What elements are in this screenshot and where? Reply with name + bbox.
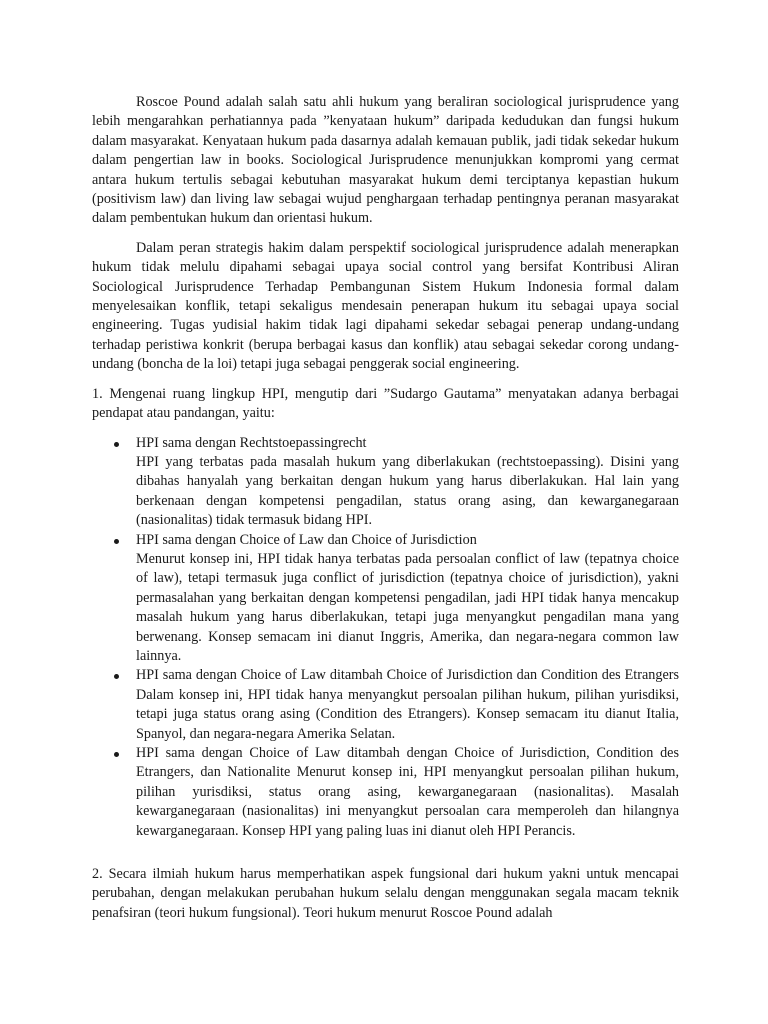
bullet-dot-icon [114,539,119,544]
list-item [92,434,679,531]
paragraph-roscoe-pound: Roscoe Pound adalah salah satu ahli hukum yang beraliran sociological jurisprudence yang lebih mengarahkan perhatiannya pada ”kenyataan hukum” daripada kedudukan dan fungsi hukum dalam masyarakat. Kenyataan hukum pada dasarnya adalah kemauan publik, jadi tidak sekedar hukum dalam pengertian law in books. Sociological Jurisprudence menunjukkan kompromi yang cermat antara hukum tertulis sebagai kebutuhan masyarakat hukum demi terciptanya kepastian hukum (positivism law) dan living law sebagai wujud penghargaan terhadap pentingnya peranan masyarakat dalam pembentukan hukum dan orientasi hukum. [92,94,679,227]
bullet-body: HPI sama dengan Choice of Law ditambah dengan Choice of Jurisdiction, Condition des Etrangers, dan Nationalite Menurut konsep ini, HPI menyangkut persoalan pilihan hukum, pilihan yurisdiksi, status orang asing, kewarganegaraan (nasionalitas). Masalah kewarganegaraan (nasionalitas) ini menyangkut persoalan cara memperoleh dan hilangnya kewarganegaraan. Konsep HPI yang paling luas ini dianut oleh HPI Perancis. [136,745,679,839]
point-1-ruang-lingkup-hpi: 1. Mengenai ruang lingkup HPI, mengutip dari ”Sudargo Gautama” menyatakan adanya berbagai pendapat atau pandangan, yaitu: [92,385,679,422]
point-2-aspek-fungsional: 2. Secara ilmiah hukum harus memperhatikan aspek fungsional dari hukum yakni untuk mencapai perubahan, dengan melakukan perubahan hukum selalu dengan menggunakan segala macam teknik penafsiran (teori hukum fungsional). Teori hukum menurut Roscoe Pound adalah [92,866,679,921]
bullet-body: HPI sama dengan Choice of Law ditambah Choice of Jurisdiction dan Condition des Etrangers Dalam konsep ini, HPI tidak hanya menyangkut persoalan pilihan hukum, pilihan yurisdiksi, tetapi juga status orang asing (Condition des Etrangers). Konsep semacam itu dianut Italia, Spanyol, dan negara-negara Amerika Selatan. [136,667,679,742]
paragraph-peran-hakim: Dalam peran strategis hakim dalam perspektif sociological jurisprudence adalah menerapkan hukum tidak melulu dipahami sebagai upaya social control yang bersifat Kontribusi Aliran Sociological Jurisprudence Terhadap Pembangunan Sistem Hukum Indonesia formal dalam menyelesaikan konflik, tetapi sekaligus mendesain penerapan hukum itu sebagai upaya social engineering. Tugas yudisial hakim tidak lagi dipahami sekedar sebagai penerap undang-undang terhadap peristiwa konkrit (berupa berbagai kasus dan konflik) atau sebagai sekedar corong undang-undang (boncha de la loi) tetapi juga sebagai penggerak social engineering. [92,239,679,373]
document-page [92,93,679,923]
list-item [92,744,679,841]
bullet-body: HPI yang terbatas pada masalah hukum yang diberlakukan (rechtstoepassing). Disini yang dibahas hanyalah yang berkaitan dengan hukum yang harus diberlakukan. Hal lain yang berkenaan dengan kompetensi pengadilan, status orang asing, dan kewarganegaraan (nasionalitas) tidak termasuk bidang HPI. [136,453,679,529]
list-item [92,531,679,667]
bullet-body: Menurut konsep ini, HPI tidak hanya terbatas pada persoalan conflict of law (tepatnya choice of law), tetapi termasuk juga conflict of jurisdiction (tepatnya choice of jurisdiction), yakni permasalahan yang berkaitan dengan kompetensi pengadilan, jadi HPI tidak hanya mencakup masalah hukum yang harus diberlakukan, tetapi juga menyangkut pengadilan mana yang berwenang. Konsep semacam ini dianut Inggris, Amerika, dan negara-negara common law lainnya. [136,550,679,664]
hpi-bullet-list [92,434,679,842]
list-item [92,666,679,744]
bullet-dot-icon [114,442,119,447]
bullet-title: HPI sama dengan Rechtstoepassingrecht [136,434,367,451]
bullet-dot-icon [114,674,119,679]
bullet-title: HPI sama dengan Choice of Law dan Choice of Jurisdiction [136,531,477,548]
bullet-dot-icon [114,752,119,757]
